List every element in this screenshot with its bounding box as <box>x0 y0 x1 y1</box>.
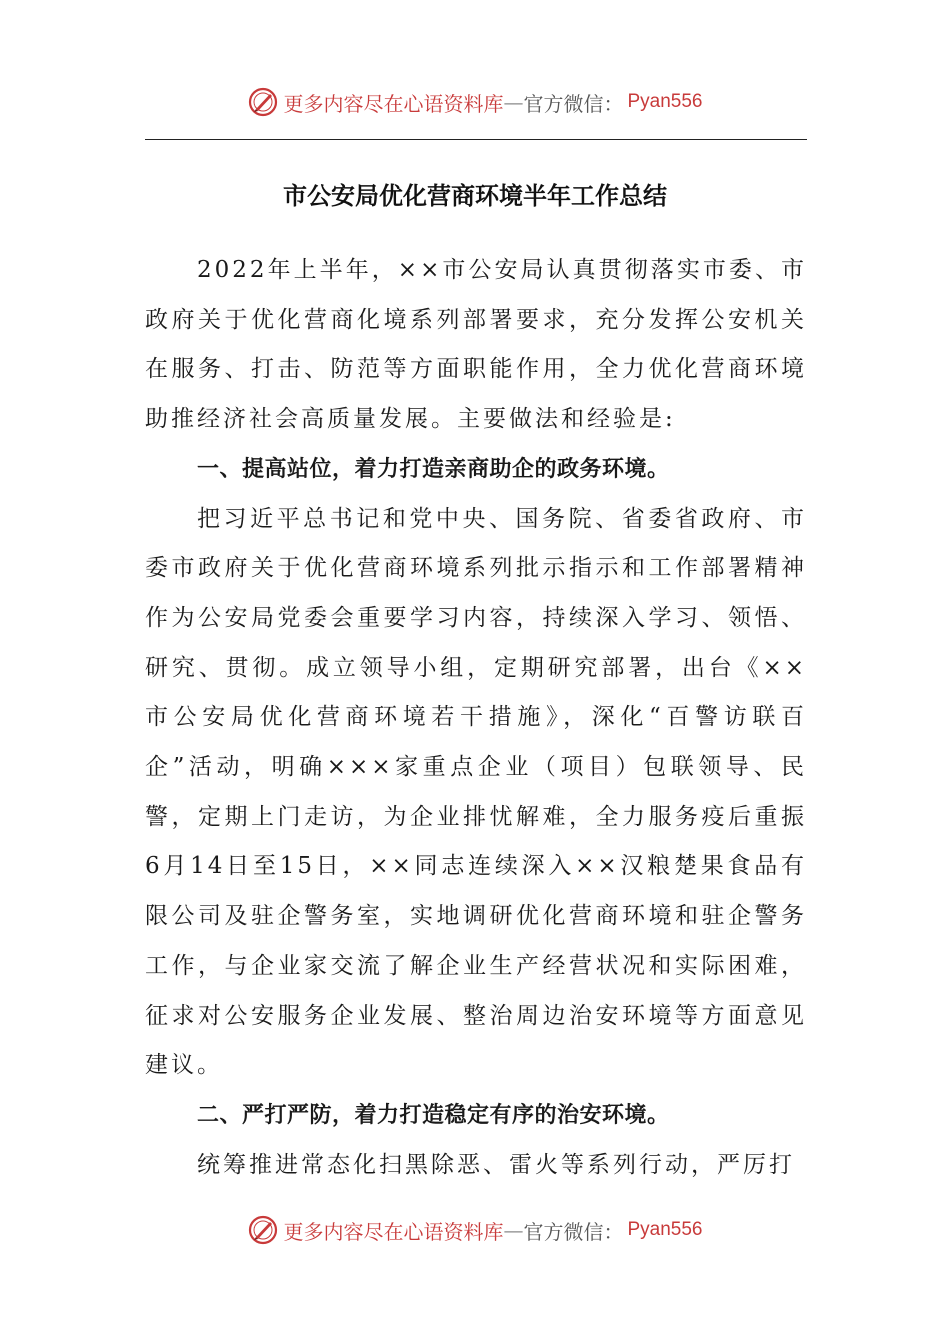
banner-text: 更多内容尽在心语资料库 <box>283 91 504 116</box>
document-title: 市公安局优化营商环境半年工作总结 <box>283 182 667 210</box>
section-2-paragraph: 统筹推进常态化扫黑除恶、雷火等系列行动，严厉打 <box>197 1151 795 1178</box>
section-1-paragraph: 把习近平总书记和党中央、国务院、省委省政府、市委市政府关于优化营商环境系列批示指示和工作部署精神作为公安局党委会重要学习内容，持续深入学习、领悟、研究、贯彻。成立领导小组，定期研究部署，出台《××市公安局优化营商环境若干措施》，深化“百警访联百企”活动，明确×××家重点企业（项目）包联领导、民警，定期上门走访，为企业排忧解难，全力服务疫后重振6月14日至15日，××同志连续深入××汉粮楚果食品有限公司及驻企警务室，实地调研优化营商环境和驻企警务工作，与企业家交流了解企业生产经营状况和实际困难，征求对公安服务企业发展、整治周边治安环境等方面意见建议。 <box>145 505 807 1079</box>
section-heading-1: 一、提高站位，着力打造亲商助企的政务环境。 <box>197 456 670 482</box>
intro-paragraph: 2022年上半年，××市公安局认真贯彻落实市委、市政府关于优化营商化境系列部署要求，充分发挥公安机关在服务、打击、防范等方面职能作用，全力优化营商环境助推经济社会高质量发展。主要做法和经验是: <box>145 257 807 433</box>
banner-wechat-label: 官方微信： <box>523 1219 624 1244</box>
footer-watermark-banner <box>0 1210 950 1250</box>
document-body <box>145 246 807 1190</box>
banner-text: 更多内容尽在心语资料库 <box>283 1219 504 1244</box>
banner-separator: — <box>503 90 524 114</box>
header-divider <box>145 139 807 140</box>
banner-wechat-id: Pyan556 <box>627 91 703 112</box>
section-heading-2: 二、严打严防，着力打造稳定有序的治安环境。 <box>197 1102 670 1128</box>
header-watermark-banner <box>0 82 950 122</box>
quill-logo-icon <box>247 86 279 118</box>
quill-logo-icon <box>247 1214 279 1246</box>
banner-separator: — <box>503 1218 524 1242</box>
banner-wechat-id: Pyan556 <box>627 1219 703 1240</box>
banner-wechat-label: 官方微信： <box>523 91 624 116</box>
